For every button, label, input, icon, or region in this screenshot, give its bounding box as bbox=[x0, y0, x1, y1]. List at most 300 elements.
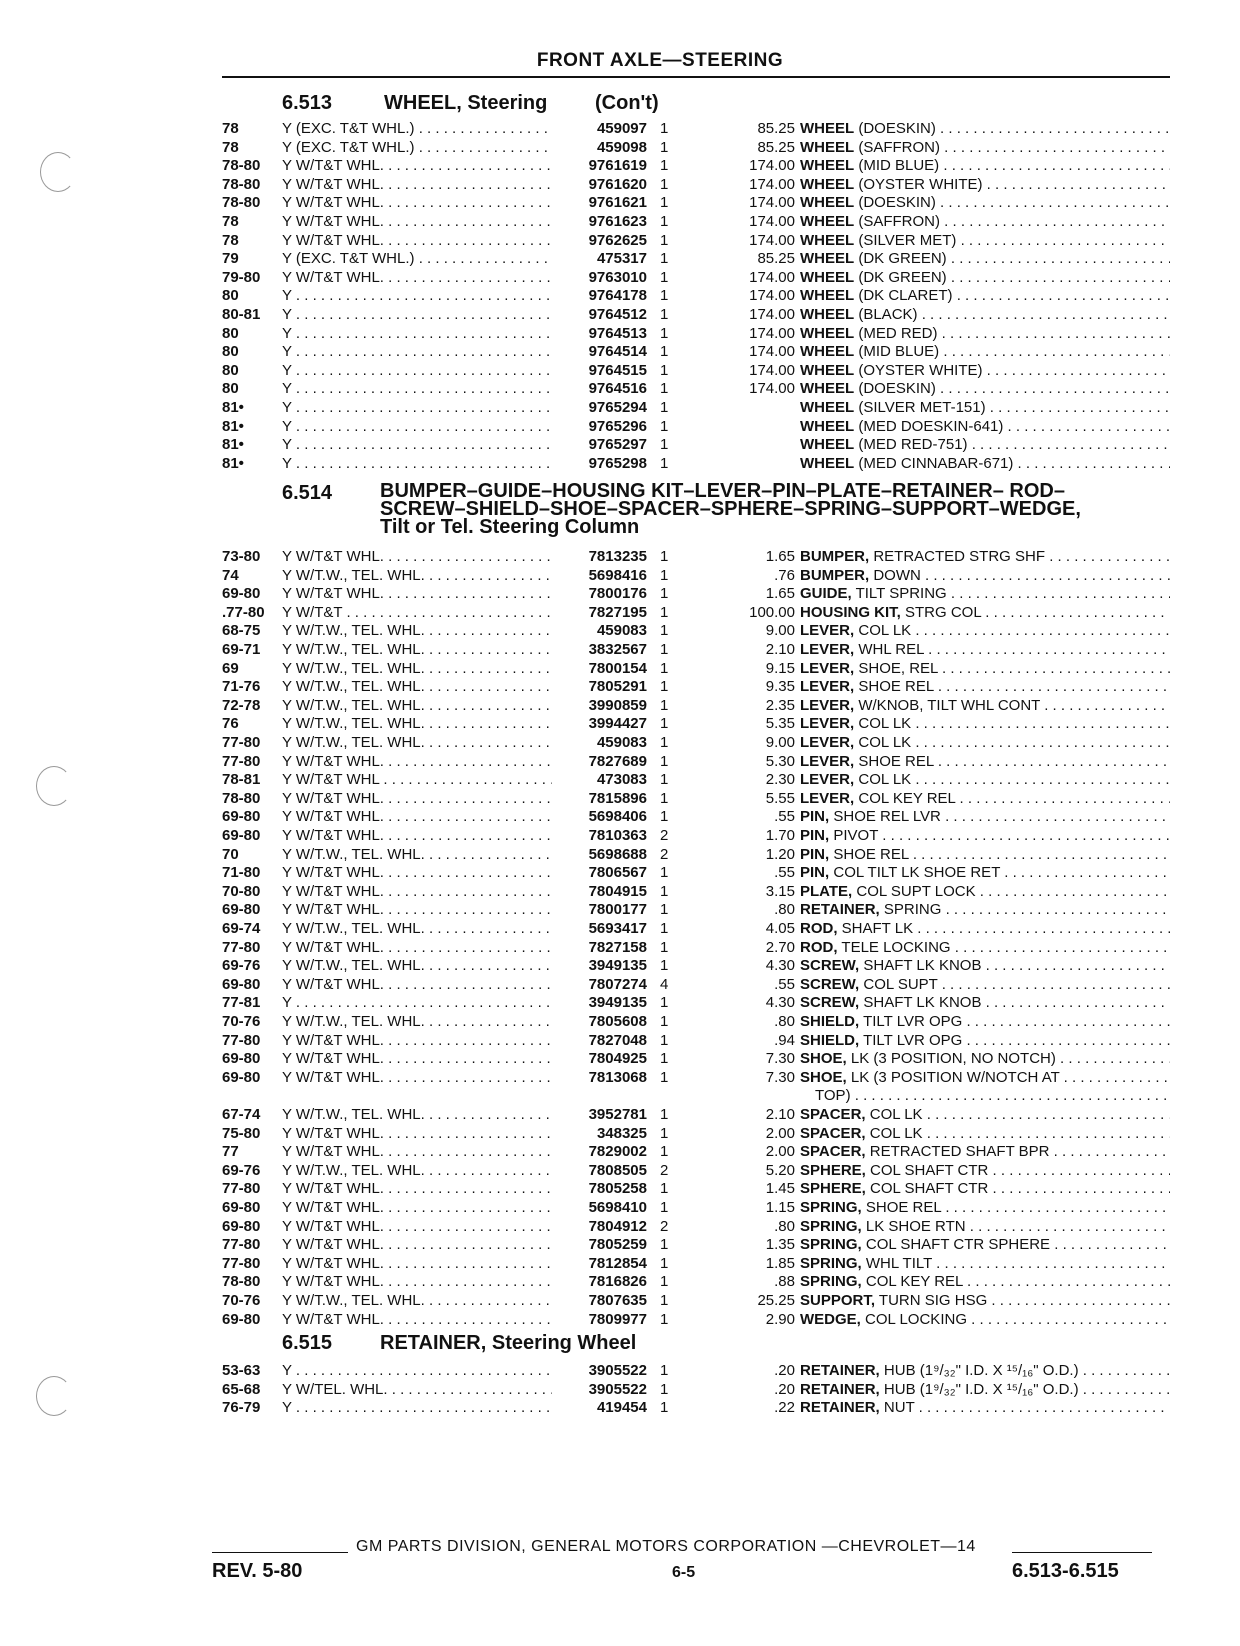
quantity: 1 bbox=[660, 1310, 669, 1328]
quantity: 1 bbox=[660, 417, 669, 435]
description-detail: (OYSTER WHITE) bbox=[858, 361, 983, 379]
part-number: 7829002 bbox=[588, 1143, 647, 1161]
description-detail: LK SHOE RTN bbox=[865, 1217, 966, 1235]
part-description bbox=[800, 287, 1170, 306]
table-row bbox=[0, 1236, 1240, 1255]
quantity: 1 bbox=[660, 1273, 669, 1291]
part-description bbox=[800, 883, 1170, 902]
section-range: 6.513-6.515 bbox=[1012, 1560, 1119, 1582]
table-row bbox=[0, 827, 1240, 846]
model-year: 81• bbox=[222, 454, 244, 472]
description-continuation: TOP) . . . bbox=[815, 1087, 1170, 1106]
list-price: 2.10 bbox=[765, 641, 795, 658]
list-price: 5.35 bbox=[765, 715, 795, 733]
list-price: 2.35 bbox=[765, 696, 795, 714]
quantity: 1 bbox=[660, 1143, 669, 1161]
application: Y . . . bbox=[282, 306, 552, 325]
part-number: 7807635 bbox=[588, 1292, 647, 1309]
application: Y W/T.W., TEL. WHL. . . . bbox=[282, 641, 552, 660]
part-description bbox=[800, 567, 1170, 586]
table-row bbox=[0, 901, 1240, 920]
application: Y W/T&T WHL. . . . bbox=[282, 827, 552, 846]
quantity: 2 bbox=[660, 1217, 669, 1235]
part-name: LEVER, bbox=[800, 622, 855, 640]
application: Y W/T&T WHL. . . . bbox=[282, 1236, 552, 1255]
application: Y . . . bbox=[282, 399, 552, 418]
model-year: 78-80 bbox=[222, 789, 261, 807]
part-number: 7805291 bbox=[588, 678, 647, 696]
part-number: 3949135 bbox=[588, 957, 647, 975]
table-row bbox=[0, 957, 1240, 976]
description-detail: COL SHAFT CTR bbox=[870, 1180, 989, 1198]
list-price: 2.90 bbox=[765, 1310, 795, 1328]
list-price: .22 bbox=[774, 1399, 795, 1417]
list-price: 174.00 bbox=[749, 268, 795, 286]
description-detail: SHOE REL bbox=[833, 845, 909, 863]
table-row bbox=[0, 734, 1240, 753]
model-year: 70-76 bbox=[222, 1013, 261, 1030]
description-detail: COL SUPT LOCK bbox=[856, 882, 976, 900]
list-price: 1.65 bbox=[765, 548, 795, 565]
list-price: 85.25 bbox=[757, 138, 795, 156]
list-price: 2.00 bbox=[765, 1124, 795, 1142]
part-number: 5698416 bbox=[588, 566, 647, 584]
quantity: 1 bbox=[660, 1031, 669, 1049]
part-name: SHIELD, bbox=[800, 1031, 860, 1049]
model-year: 77 bbox=[222, 1143, 239, 1161]
part-name: SCREW, bbox=[800, 994, 860, 1012]
application: Y W/T&T WHL. . . . bbox=[282, 157, 552, 176]
part-description bbox=[800, 232, 1170, 251]
model-year: 77-80 bbox=[222, 1254, 261, 1272]
part-description bbox=[800, 548, 1170, 567]
application: Y W/T&T WHL. . . . bbox=[282, 1311, 552, 1330]
model-year: 69 bbox=[222, 659, 239, 677]
part-name: LEVER, bbox=[800, 789, 855, 807]
application: Y W/T&T WHL. . . . bbox=[282, 976, 552, 995]
part-number: 7812854 bbox=[588, 1254, 647, 1272]
part-number: 459097 bbox=[596, 120, 647, 137]
model-year: 68-75 bbox=[222, 622, 261, 640]
quantity: 1 bbox=[660, 920, 669, 937]
part-number: 475317 bbox=[596, 250, 647, 268]
application: Y W/T&T WHL. . . . bbox=[282, 1050, 552, 1069]
part-description bbox=[800, 846, 1170, 865]
table-row bbox=[0, 120, 1240, 139]
part-description bbox=[800, 660, 1170, 679]
part-name: WHEEL bbox=[800, 120, 855, 137]
part-number: 5698688 bbox=[588, 845, 647, 863]
part-number: 459083 bbox=[596, 622, 647, 640]
model-year: 69-71 bbox=[222, 641, 261, 658]
description-detail: HUB (1⁹/₃₂" I.D. X ¹⁵/₁₆" O.D.) . . bbox=[883, 1362, 1096, 1379]
application: Y . . . bbox=[282, 380, 552, 399]
application: Y W/T.W., TEL. WHL. . . . bbox=[282, 660, 552, 679]
part-name: WHEEL bbox=[800, 361, 855, 379]
table-row bbox=[0, 343, 1240, 362]
application: Y W/T&T WHL. . . . bbox=[282, 269, 552, 288]
description-detail: LK (3 POSITION, NO NOTCH) bbox=[850, 1050, 1056, 1068]
part-name: WHEEL bbox=[800, 231, 855, 249]
quantity: 1 bbox=[660, 585, 669, 603]
model-year: 69-80 bbox=[222, 901, 261, 919]
quantity: 1 bbox=[660, 213, 669, 230]
list-price: 1.65 bbox=[765, 585, 795, 603]
part-name: LEVER, bbox=[800, 641, 855, 658]
quantity: 4 bbox=[660, 975, 669, 993]
part-name: RETAINER, bbox=[800, 1380, 880, 1398]
application: Y W/T&T WHL. . . . bbox=[282, 548, 552, 567]
quantity: 1 bbox=[660, 194, 669, 212]
part-number: 7805259 bbox=[588, 1236, 647, 1254]
part-number: 7809977 bbox=[588, 1310, 647, 1328]
part-description bbox=[800, 771, 1170, 790]
part-name: WHEEL bbox=[800, 343, 855, 361]
part-description bbox=[800, 1255, 1170, 1274]
table-row bbox=[0, 1218, 1240, 1237]
list-price: 1.35 bbox=[765, 1236, 795, 1254]
list-price: 7.30 bbox=[765, 1050, 795, 1068]
part-number: 5693417 bbox=[588, 920, 647, 937]
part-number: 348325 bbox=[596, 1124, 647, 1142]
part-description bbox=[800, 139, 1170, 158]
model-year: 70 bbox=[222, 845, 239, 863]
description-detail: COL LK bbox=[869, 1124, 923, 1142]
list-price: 2.10 bbox=[765, 1106, 795, 1123]
description-detail: TELE LOCKING bbox=[841, 938, 951, 956]
model-year: 79-80 bbox=[222, 268, 261, 286]
model-year: 76-79 bbox=[222, 1399, 261, 1417]
list-price: 85.25 bbox=[757, 250, 795, 268]
part-name: WHEEL bbox=[800, 306, 855, 323]
quantity: 1 bbox=[660, 361, 669, 379]
model-year: 78-80 bbox=[222, 1273, 261, 1291]
list-price: .88 bbox=[774, 1273, 795, 1291]
model-year: 78 bbox=[222, 120, 239, 137]
part-description bbox=[800, 827, 1170, 846]
model-year: 77-81 bbox=[222, 994, 261, 1012]
part-number: 9764512 bbox=[588, 306, 647, 323]
table-row bbox=[0, 1381, 1240, 1400]
table-row bbox=[0, 790, 1240, 809]
application: Y W/TEL. WHL. . . . bbox=[282, 1381, 552, 1400]
quantity: 1 bbox=[660, 1106, 669, 1123]
description-detail: DOWN bbox=[873, 566, 921, 584]
list-price: .55 bbox=[774, 864, 795, 882]
model-year: 78 bbox=[222, 231, 239, 249]
quantity: 1 bbox=[660, 678, 669, 696]
table-row bbox=[0, 362, 1240, 381]
quantity: 1 bbox=[660, 436, 669, 454]
list-price: 4.30 bbox=[765, 994, 795, 1012]
part-number: 9761621 bbox=[588, 194, 647, 212]
table-row bbox=[0, 176, 1240, 195]
quantity: 1 bbox=[660, 138, 669, 156]
quantity: 1 bbox=[660, 287, 669, 305]
list-price: .55 bbox=[774, 808, 795, 826]
description-detail: PIVOT bbox=[833, 827, 879, 844]
quantity: 1 bbox=[660, 1068, 669, 1086]
part-description bbox=[800, 1292, 1170, 1311]
application: Y W/T&T WHL. . . . bbox=[282, 1143, 552, 1162]
description-detail: (DOESKIN) bbox=[858, 380, 936, 398]
table-row bbox=[0, 1399, 1240, 1418]
model-year: 53-63 bbox=[222, 1362, 261, 1379]
revision-label: REV. 5-80 bbox=[212, 1560, 303, 1582]
list-price: 7.30 bbox=[765, 1068, 795, 1086]
part-name: SPACER, bbox=[800, 1124, 866, 1142]
model-year: 80 bbox=[222, 287, 239, 305]
description-detail: SHOE REL bbox=[865, 1199, 942, 1216]
description-detail: SHOE REL LVR bbox=[833, 808, 941, 826]
list-price: 174.00 bbox=[749, 306, 795, 323]
table-row bbox=[0, 1273, 1240, 1292]
description-detail: COL LK bbox=[858, 622, 912, 640]
part-description bbox=[800, 1381, 1170, 1400]
table-row bbox=[0, 418, 1240, 437]
description-detail: (DK CLARET) bbox=[858, 287, 953, 305]
part-number: 7813068 bbox=[588, 1068, 647, 1086]
list-price: 3.15 bbox=[765, 882, 795, 900]
description-detail: TILT LVR OPG bbox=[863, 1031, 963, 1049]
description-detail: LK (3 POSITION W/NOTCH AT bbox=[850, 1068, 1060, 1086]
description-detail: (MED DOESKIN-641) bbox=[858, 417, 1004, 435]
part-name: PIN, bbox=[800, 808, 830, 826]
table-row bbox=[0, 939, 1240, 958]
description-detail: (SAFFRON) bbox=[858, 213, 941, 230]
part-name: RETAINER, bbox=[800, 901, 880, 919]
application: Y W/T&T WHL. . . . bbox=[282, 213, 552, 232]
description-detail: W/KNOB, TILT WHL CONT bbox=[858, 696, 1041, 714]
quantity: 1 bbox=[660, 864, 669, 882]
quantity: 1 bbox=[660, 454, 669, 472]
model-year: 78-80 bbox=[222, 194, 261, 212]
description-detail: COL KEY REL bbox=[858, 789, 956, 807]
part-description bbox=[800, 269, 1170, 288]
part-name: PIN, bbox=[800, 845, 830, 863]
part-name: WHEEL bbox=[800, 213, 855, 230]
application: Y (EXC. T&T WHL.) . . . bbox=[282, 139, 552, 158]
application: Y W/T&T WHL. . . . bbox=[282, 585, 552, 604]
quantity: 1 bbox=[660, 789, 669, 807]
part-name: WHEEL bbox=[800, 324, 855, 342]
description-detail: (SILVER MET-151) bbox=[858, 399, 986, 416]
model-year: 69-80 bbox=[222, 827, 261, 844]
quantity: 2 bbox=[660, 827, 669, 844]
model-year: 81• bbox=[222, 436, 244, 454]
section-number: 6.515 bbox=[282, 1332, 333, 1354]
part-description bbox=[800, 436, 1170, 455]
model-year: 70-80 bbox=[222, 882, 261, 900]
application: Y W/T&T WHL. . . . bbox=[282, 1255, 552, 1274]
application: Y W/T.W., TEL. WHL. . . . bbox=[282, 846, 552, 865]
list-price: 174.00 bbox=[749, 287, 795, 305]
description-detail: SPRING bbox=[883, 901, 942, 919]
description-detail: COL LK bbox=[858, 734, 912, 751]
list-price: .76 bbox=[774, 566, 795, 584]
part-description bbox=[800, 1143, 1170, 1162]
description-detail: TILT SPRING bbox=[855, 585, 947, 603]
model-year: 79 bbox=[222, 250, 239, 268]
description-detail: COL SHAFT CTR bbox=[870, 1161, 989, 1179]
quantity: 1 bbox=[660, 231, 669, 249]
part-name: SHOE, bbox=[800, 1068, 847, 1086]
footer-rule-left bbox=[212, 1552, 348, 1553]
part-description bbox=[800, 418, 1170, 437]
part-description bbox=[800, 1125, 1170, 1144]
part-number: 9764178 bbox=[588, 287, 647, 305]
part-description bbox=[800, 939, 1170, 958]
list-price: 174.00 bbox=[749, 343, 795, 361]
part-number: 3994427 bbox=[588, 715, 647, 733]
table-row bbox=[0, 1013, 1240, 1032]
description-detail: (SAFFRON) bbox=[858, 138, 941, 156]
part-number: 473083 bbox=[596, 771, 647, 789]
list-price: 2.30 bbox=[765, 771, 795, 789]
application: Y . . . bbox=[282, 455, 552, 474]
part-description bbox=[800, 306, 1170, 325]
part-number: 7827048 bbox=[588, 1031, 647, 1049]
quantity: 1 bbox=[660, 306, 669, 323]
part-number: 7800154 bbox=[588, 659, 647, 677]
quantity: 1 bbox=[660, 808, 669, 826]
list-price: 174.00 bbox=[749, 175, 795, 193]
part-description bbox=[800, 1106, 1170, 1125]
part-number: 9764513 bbox=[588, 324, 647, 342]
part-number: 9761620 bbox=[588, 175, 647, 193]
application: Y W/T&T WHL. . . . bbox=[282, 1218, 552, 1237]
continued-label: (Con't) bbox=[595, 92, 659, 114]
part-description bbox=[800, 976, 1170, 995]
quantity: 1 bbox=[660, 380, 669, 398]
description-detail: (BLACK) bbox=[858, 306, 918, 323]
part-number: 9763010 bbox=[588, 268, 647, 286]
list-price: 9.15 bbox=[765, 659, 795, 677]
application: Y W/T&T WHL. . . . bbox=[282, 1273, 552, 1292]
list-price: 174.00 bbox=[749, 380, 795, 398]
description-detail: RETRACTED SHAFT BPR bbox=[869, 1143, 1050, 1161]
part-number: 459083 bbox=[596, 734, 647, 751]
quantity: 1 bbox=[660, 268, 669, 286]
application: Y W/T.W., TEL. WHL. . . . bbox=[282, 1106, 552, 1125]
table-row bbox=[0, 213, 1240, 232]
model-year: 81• bbox=[222, 417, 244, 435]
model-year: 71-80 bbox=[222, 864, 261, 882]
quantity: 1 bbox=[660, 938, 669, 956]
model-year: 77-80 bbox=[222, 1180, 261, 1198]
table-row bbox=[0, 306, 1240, 325]
description-detail: NUT bbox=[883, 1399, 915, 1417]
table-row bbox=[0, 1362, 1240, 1381]
description-detail: (MID BLUE) bbox=[858, 343, 940, 361]
description-detail: COL SHAFT CTR SPHERE bbox=[865, 1236, 1051, 1254]
quantity: 1 bbox=[660, 548, 669, 565]
part-number: 7827689 bbox=[588, 752, 647, 770]
part-number: 7805608 bbox=[588, 1013, 647, 1030]
application: Y . . . bbox=[282, 287, 552, 306]
application: Y W/T&T WHL. . . . bbox=[282, 864, 552, 883]
description-detail: (DOESKIN) bbox=[858, 120, 936, 137]
part-description bbox=[800, 920, 1170, 939]
table-row bbox=[0, 715, 1240, 734]
model-year: 75-80 bbox=[222, 1124, 261, 1142]
list-price: 1.70 bbox=[765, 827, 795, 844]
application: Y W/T&T WHL. . . . bbox=[282, 939, 552, 958]
table-row bbox=[0, 697, 1240, 716]
description-detail: WHL REL bbox=[858, 641, 924, 658]
quantity: 1 bbox=[660, 901, 669, 919]
list-price: 174.00 bbox=[749, 231, 795, 249]
part-name: WHEEL bbox=[800, 268, 855, 286]
quantity: 1 bbox=[660, 715, 669, 733]
model-year: 69-80 bbox=[222, 975, 261, 993]
page-title: FRONT AXLE—STEERING bbox=[536, 50, 784, 71]
list-price: 100.00 bbox=[749, 603, 795, 621]
model-year: 77-80 bbox=[222, 938, 261, 956]
part-description bbox=[800, 1311, 1170, 1330]
list-price: 1.45 bbox=[765, 1180, 795, 1198]
list-price: .55 bbox=[774, 975, 795, 993]
application: Y W/T.W., TEL. WHL. . . . bbox=[282, 957, 552, 976]
quantity: 1 bbox=[660, 882, 669, 900]
quantity: 1 bbox=[660, 1236, 669, 1254]
list-price: 4.05 bbox=[765, 920, 795, 937]
table-row bbox=[0, 232, 1240, 251]
part-name: BUMPER, bbox=[800, 548, 870, 565]
list-price: 5.55 bbox=[765, 789, 795, 807]
application: Y W/T.W., TEL. WHL. . . . bbox=[282, 697, 552, 716]
part-number: 7804912 bbox=[588, 1217, 647, 1235]
part-name: PIN, bbox=[800, 827, 830, 844]
quantity: 1 bbox=[660, 157, 669, 175]
model-year: 72-78 bbox=[222, 696, 261, 714]
table-row bbox=[0, 1032, 1240, 1051]
table-row bbox=[0, 548, 1240, 567]
description-detail: COL LOCKING bbox=[865, 1310, 967, 1328]
quantity: 1 bbox=[660, 1380, 669, 1398]
application: Y W/T.W., TEL. WHL. . . . bbox=[282, 1292, 552, 1311]
part-name: SCREW, bbox=[800, 975, 860, 993]
part-name: ROD, bbox=[800, 920, 838, 937]
description-detail: SHOE, REL bbox=[858, 659, 938, 677]
part-number: 9765296 bbox=[588, 417, 647, 435]
page-number: 6-5 bbox=[672, 1564, 696, 1581]
table-row bbox=[0, 1143, 1240, 1162]
part-name: PIN, bbox=[800, 864, 830, 882]
list-price: 85.25 bbox=[757, 120, 795, 137]
part-number: 5698410 bbox=[588, 1199, 647, 1216]
model-year: 73-80 bbox=[222, 548, 261, 565]
quantity: 1 bbox=[660, 1399, 669, 1417]
part-description bbox=[800, 1013, 1170, 1032]
description-detail: HUB (1⁹/₃₂" I.D. X ¹⁵/₁₆" O.D.) . . bbox=[883, 1380, 1096, 1398]
model-year: 81• bbox=[222, 399, 244, 416]
part-description bbox=[800, 753, 1170, 772]
quantity: 1 bbox=[660, 175, 669, 193]
part-number: 7804925 bbox=[588, 1050, 647, 1068]
description-detail: COL SUPT bbox=[863, 975, 938, 993]
application: Y W/T&T WHL . . . bbox=[282, 771, 552, 790]
part-number: 3905522 bbox=[588, 1362, 647, 1379]
part-name: LEVER, bbox=[800, 771, 855, 789]
section-title: WHEEL, Steering bbox=[384, 92, 548, 114]
description-detail: STRG COL bbox=[905, 603, 982, 621]
model-year: 80-81 bbox=[222, 306, 261, 323]
quantity: 1 bbox=[660, 734, 669, 751]
quantity: 1 bbox=[660, 1124, 669, 1142]
part-number: 7806567 bbox=[588, 864, 647, 882]
model-year: 80 bbox=[222, 343, 239, 361]
